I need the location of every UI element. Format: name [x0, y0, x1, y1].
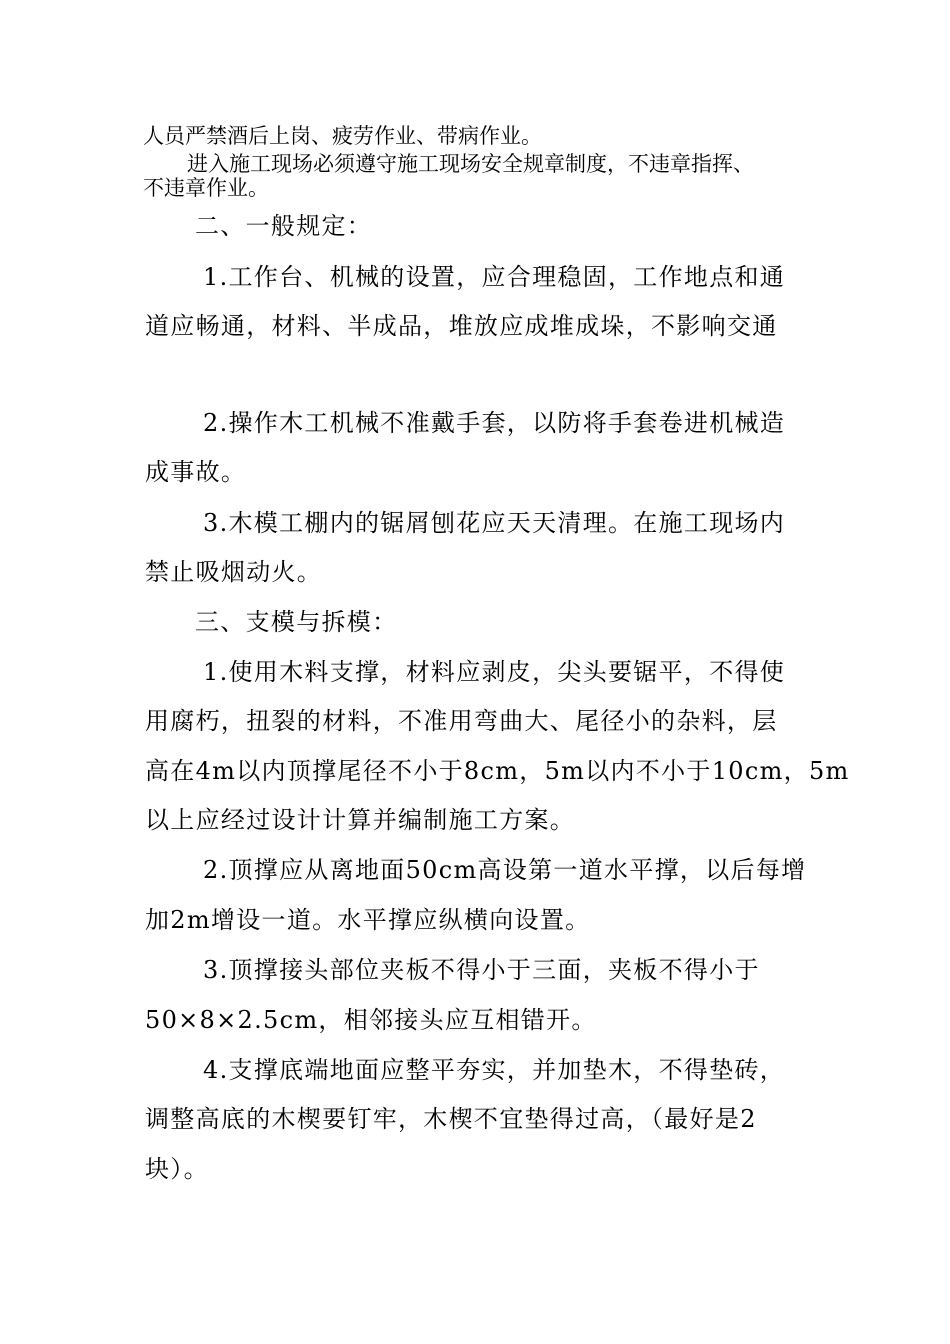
section-3-item-1-line-1: 1.使用木料支撑，材料应剥皮，尖头要锯平，不得使 [203, 658, 786, 686]
section-2-item-3-line-2: 禁止吸烟动火。 [145, 558, 323, 586]
section-3-item-3-line-1: 3.顶撑接头部位夹板不得小于三面，夹板不得小于 [203, 956, 760, 984]
section-3-item-3-line-2: 50×8×2.5cm，相邻接头应互相错开。 [145, 1006, 597, 1034]
intro-line-1: 人员严禁酒后上岗、疲劳作业、带病作业。 [143, 124, 542, 148]
section-3-item-2-line-2: 加2m增设一道。水平撑应纵横向设置。 [145, 906, 591, 934]
section-2-item-1-line-1: 1.工作台、机械的设置，应合理稳固，工作地点和通 [203, 263, 786, 291]
section-2-item-1-line-2: 道应畅通，材料、半成品，堆放应成堆成垛，不影响交通 [145, 312, 778, 340]
section-3-item-4-line-3: 块）。 [145, 1155, 209, 1183]
section-3-item-2-line-1: 2.顶撑应从离地面50cm高设第一道水平撑，以后每增 [203, 856, 807, 884]
section-3-heading: 三、支模与拆模： [195, 608, 398, 636]
section-3-item-4-line-2: 调整高底的木楔要钉牢，木楔不宜垫得过高，（最好是2 [145, 1105, 757, 1133]
section-2-item-3-line-1: 3.木模工棚内的锯屑刨花应天天清理。在施工现场内 [203, 509, 786, 537]
section-2-item-2-line-1: 2.操作木工机械不准戴手套，以防将手套卷进机械造 [203, 409, 786, 437]
intro-line-2: 进入施工现场必须遵守施工现场安全规章制度，不违章指挥、 [187, 152, 754, 176]
section-3-item-4-line-1: 4.支撑底端地面应整平夯实，并加垫木，不得垫砖， [203, 1056, 786, 1084]
section-3-item-1-line-4: 以上应经过设计计算并编制施工方案。 [145, 806, 576, 834]
section-2-heading: 二、一般规定： [195, 212, 373, 240]
section-3-item-1-line-2: 用腐朽，扭裂的材料，不准用弯曲大、尾径小的杂料，层 [145, 707, 778, 735]
section-3-item-1-line-3: 高在4m以内顶撑尾径不小于8cm，5m以内不小于10cm，5m [145, 757, 850, 785]
section-2-item-2-line-2: 成事故。 [145, 458, 247, 486]
intro-line-3: 不违章作业。 [143, 176, 269, 200]
